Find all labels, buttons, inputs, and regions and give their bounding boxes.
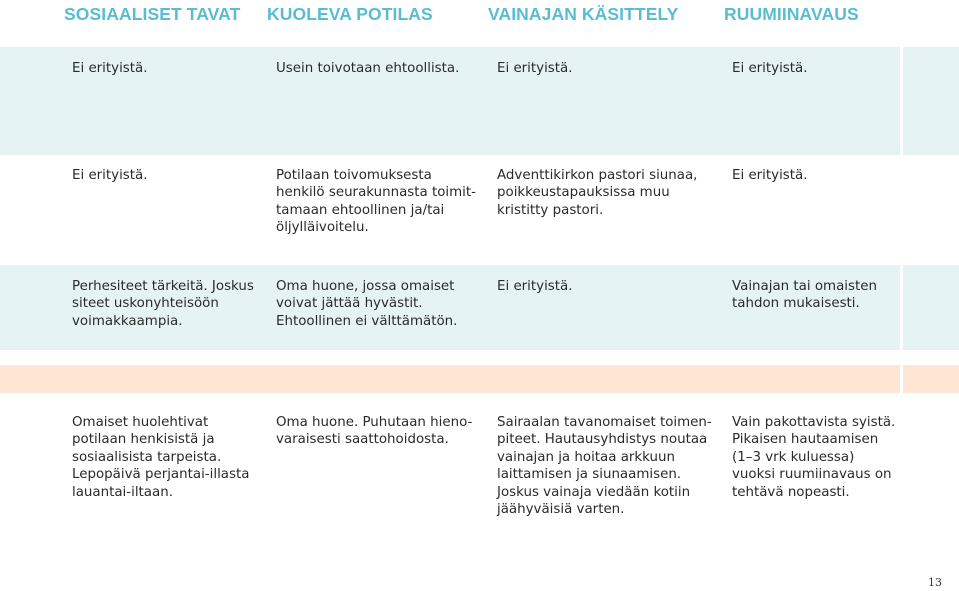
column-header-deceased-handling: VAINAJAN KÄSITTELY <box>488 4 679 24</box>
table-cell: Perhesiteet tärkeitä. Joskus siteet uskonyhteisöön voimakkaampia. <box>72 279 254 329</box>
column-divider <box>900 265 903 350</box>
table-cell: Usein toivotaan ehtoollista. <box>276 61 460 76</box>
table-cell: Adventtikirkon pastori siunaa, poikkeustapauksissa muu kristitty pastori. <box>497 168 698 218</box>
section-band <box>0 365 959 393</box>
column-divider <box>900 47 903 155</box>
table-cell: Ei erityistä. <box>732 168 808 183</box>
table-cell: Ei erityistä. <box>72 168 148 183</box>
table-cell: Ei erityistä. <box>72 61 148 76</box>
table-cell: Oma huone, jossa omaiset voivat jättää hyvästit. Ehtoollinen ei välttämätön. <box>276 279 458 329</box>
table-cell: Potilaan toivomuksesta henkilö seurakunnasta toimit- tamaan ehtoollinen ja/tai öljylläivoitelu. <box>276 168 476 236</box>
table-cell: Vain pakottavista syistä. Pikaisen hautaamisen (1–3 vrk kuluessa) vuoksi ruumiinavaus on tehtävä nopeasti. <box>732 415 896 500</box>
table-cell: Vainajan tai omaisten tahdon mukaisesti. <box>732 279 877 312</box>
table-cell: Ei erityistä. <box>497 61 573 76</box>
column-divider <box>900 365 903 393</box>
column-header-autopsy: RUUMIINAVAUS <box>724 4 859 24</box>
table-cell: Sairaalan tavanomaiset toimen- piteet. Hautausyhdistys noutaa vainajan ja hoitaa arkkuun laittamisen ja siunaamisen. Joskus vainaja viedään kotiin jäähyväisiä varten. <box>497 415 712 518</box>
table-cell: Omaiset huolehtivat potilaan henkisistä ja sosiaalisista tarpeista. Lepopäivä perjantai-illasta lauantai-iltaan. <box>72 415 250 500</box>
column-header-dying-patient: KUOLEVA POTILAS <box>267 4 433 24</box>
page-number: 13 <box>928 576 942 589</box>
table-cell: Oma huone. Puhutaan hieno- varaisesti saattohoidosta. <box>276 415 473 448</box>
table-cell: Ei erityistä. <box>732 61 808 76</box>
column-header-social-customs: SOSIAALISET TAVAT <box>64 4 241 24</box>
table-cell: Ei erityistä. <box>497 279 573 294</box>
